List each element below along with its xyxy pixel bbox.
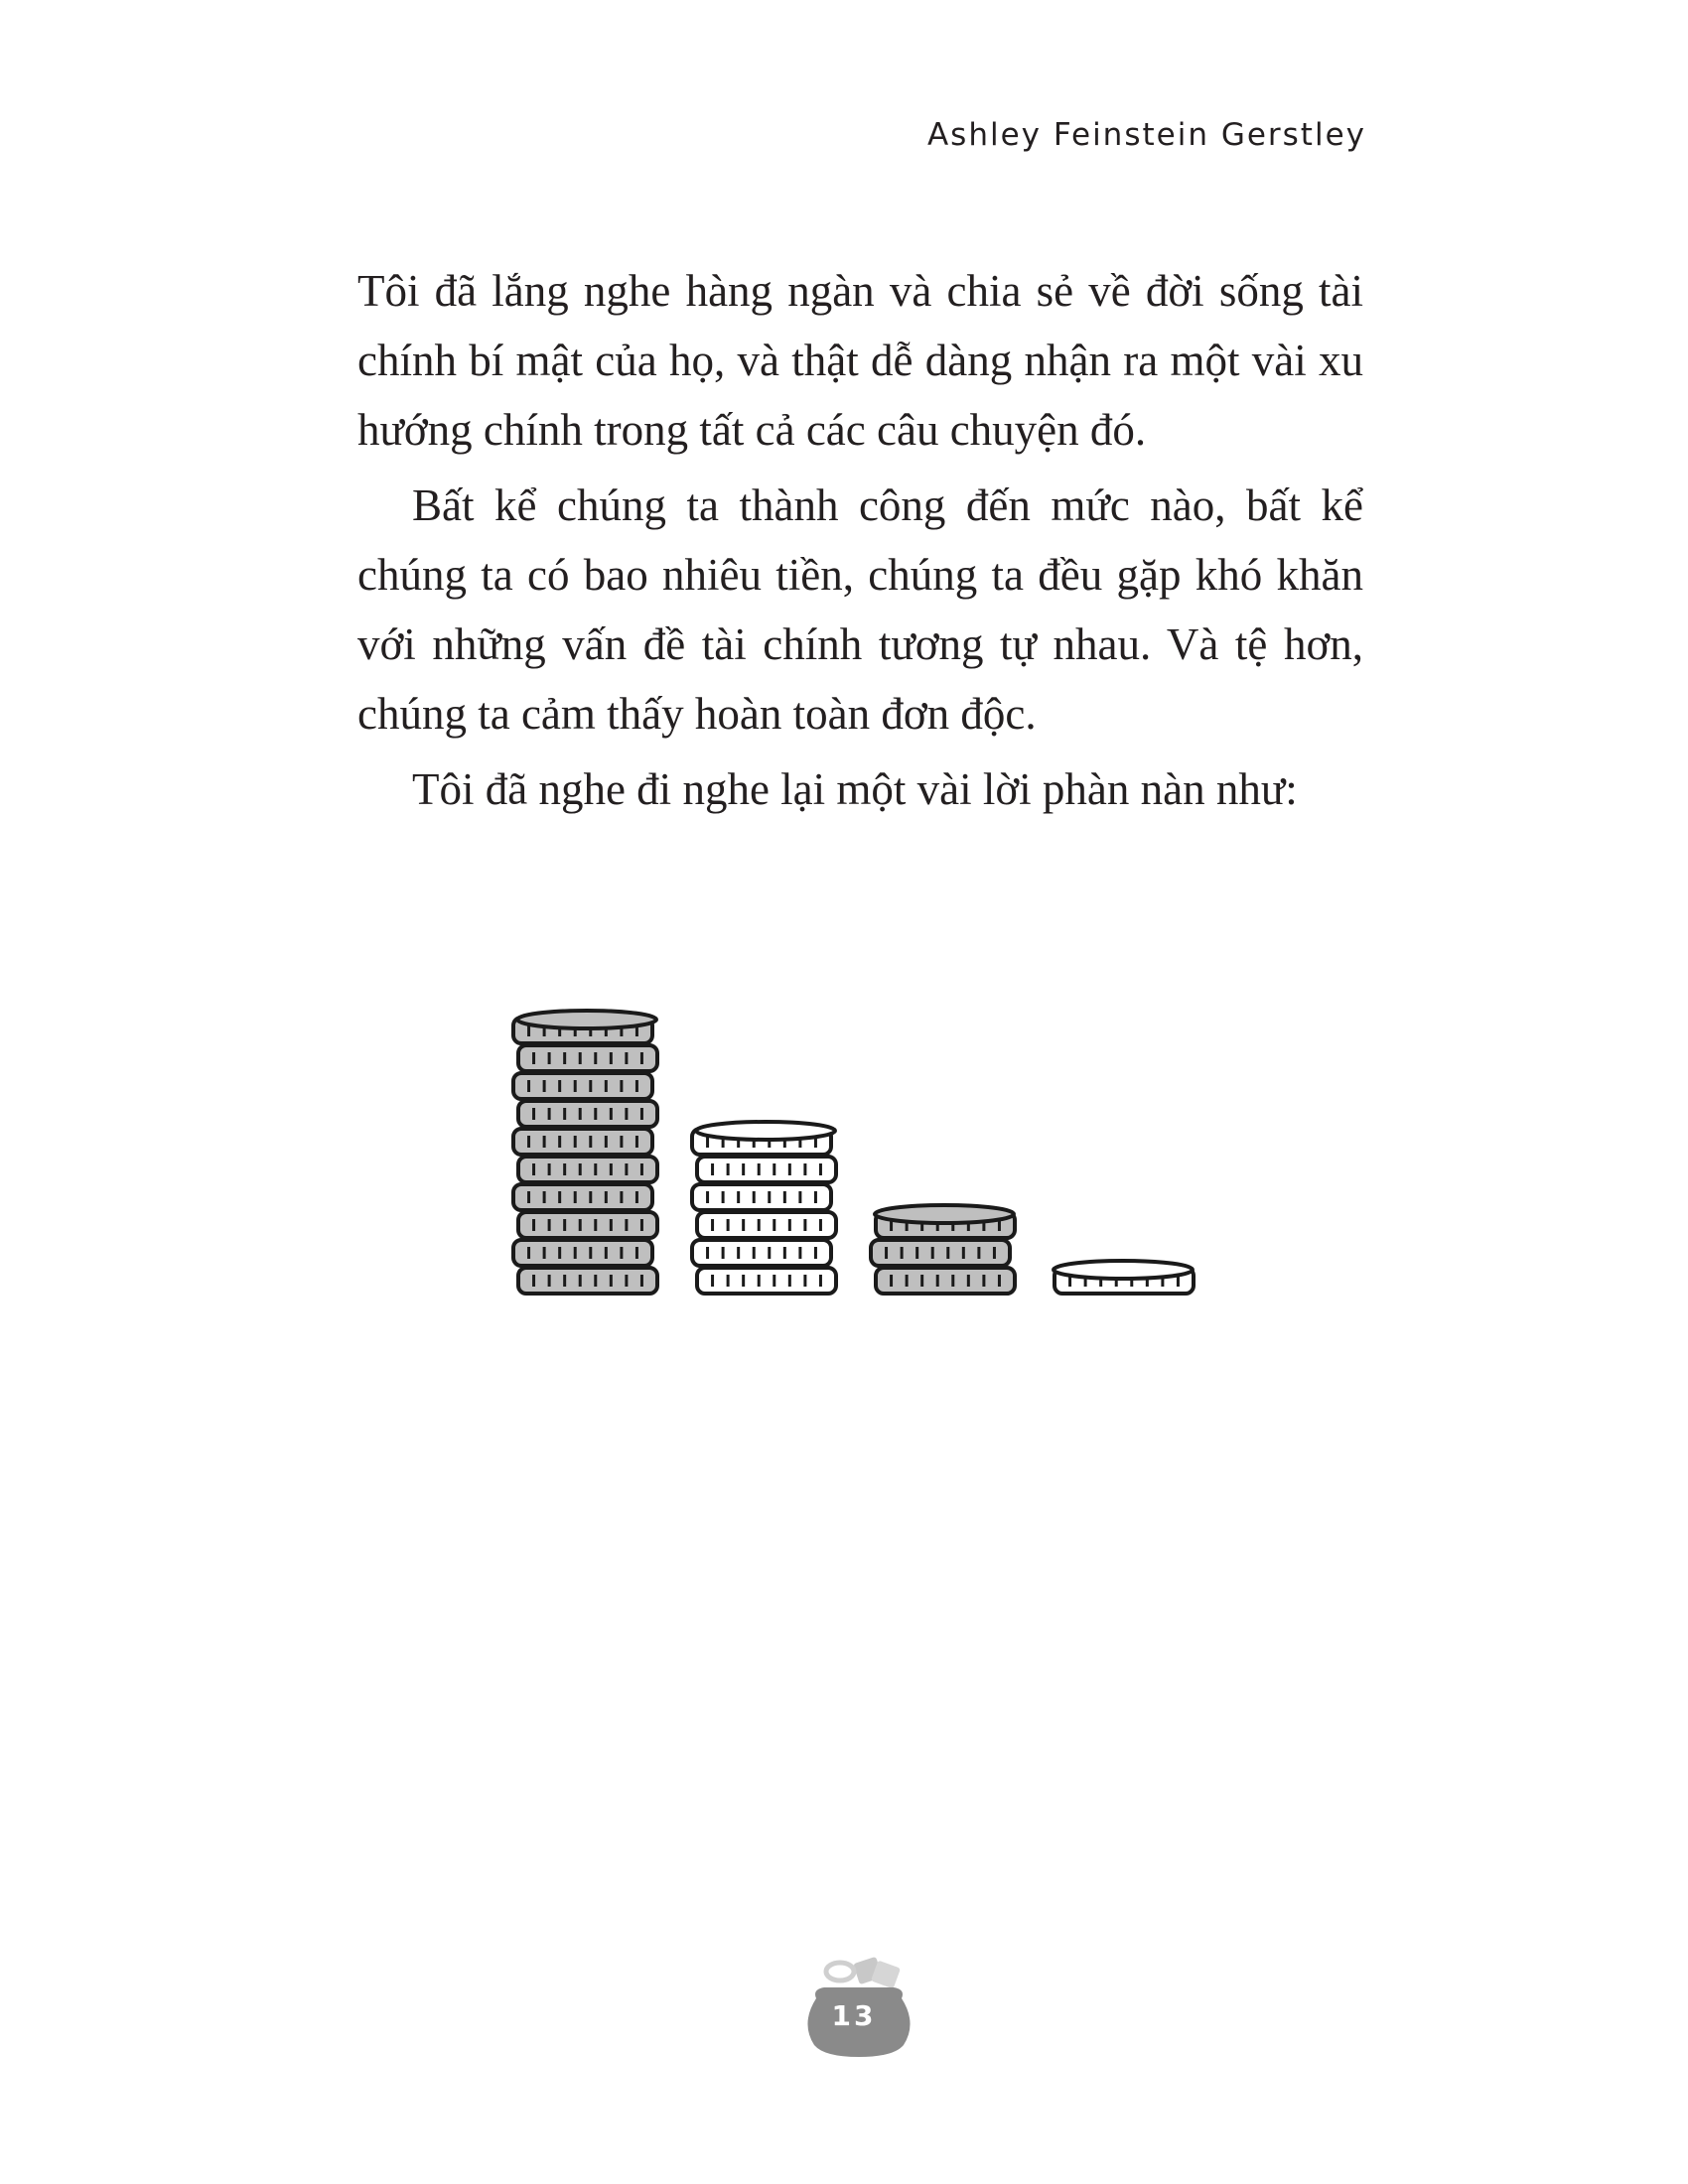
coin: [513, 1073, 652, 1099]
page-number: 13: [831, 1999, 877, 2032]
coin-stack: [513, 1011, 657, 1294]
coin: [518, 1157, 657, 1182]
coin: [513, 1129, 652, 1155]
coin-top: [1054, 1261, 1193, 1279]
coin-stacks-icon: [506, 978, 1231, 1315]
coin: [692, 1240, 831, 1266]
coin: [518, 1045, 657, 1071]
coin-stack: [1054, 1261, 1194, 1294]
coin: [518, 1212, 657, 1238]
coin-top: [517, 1011, 656, 1028]
paragraph-2: Bất kể chúng ta thành công đến mức nào, bất kể chúng ta có bao nhiêu tiền, chúng ta đều gặp khó khăn với những vấn đề tài chính tương tự nhau. Và tệ hơn, chúng ta cảm thấy hoàn toàn đơn độc.: [357, 480, 1363, 739]
running-header-author: Ashley Feinstein Gerstley: [926, 117, 1366, 153]
coin: [697, 1212, 836, 1238]
coin-stack: [871, 1205, 1015, 1294]
coin: [692, 1184, 831, 1210]
coin: [513, 1184, 652, 1210]
coin: [871, 1240, 1010, 1266]
coin-stack: [692, 1122, 836, 1294]
paragraph-1: Tôi đã lắng nghe hàng ngàn và chia sẻ về đời sống tài chính bí mật của họ, và thật dễ dàng nhận ra một vài xu hướng chính trong tất cả các câu chuyện đó.: [357, 266, 1363, 455]
body-text: [357, 256, 1363, 830]
coin: [876, 1268, 1015, 1294]
paragraph-3: Tôi đã nghe đi nghe lại một vài lời phàn nàn như:: [412, 764, 1298, 814]
coin-top: [875, 1205, 1014, 1223]
coin: [518, 1268, 657, 1294]
coin-top: [696, 1122, 835, 1140]
coin: [513, 1240, 652, 1266]
coin: [697, 1157, 836, 1182]
coin: [697, 1268, 836, 1294]
coin: [518, 1101, 657, 1127]
